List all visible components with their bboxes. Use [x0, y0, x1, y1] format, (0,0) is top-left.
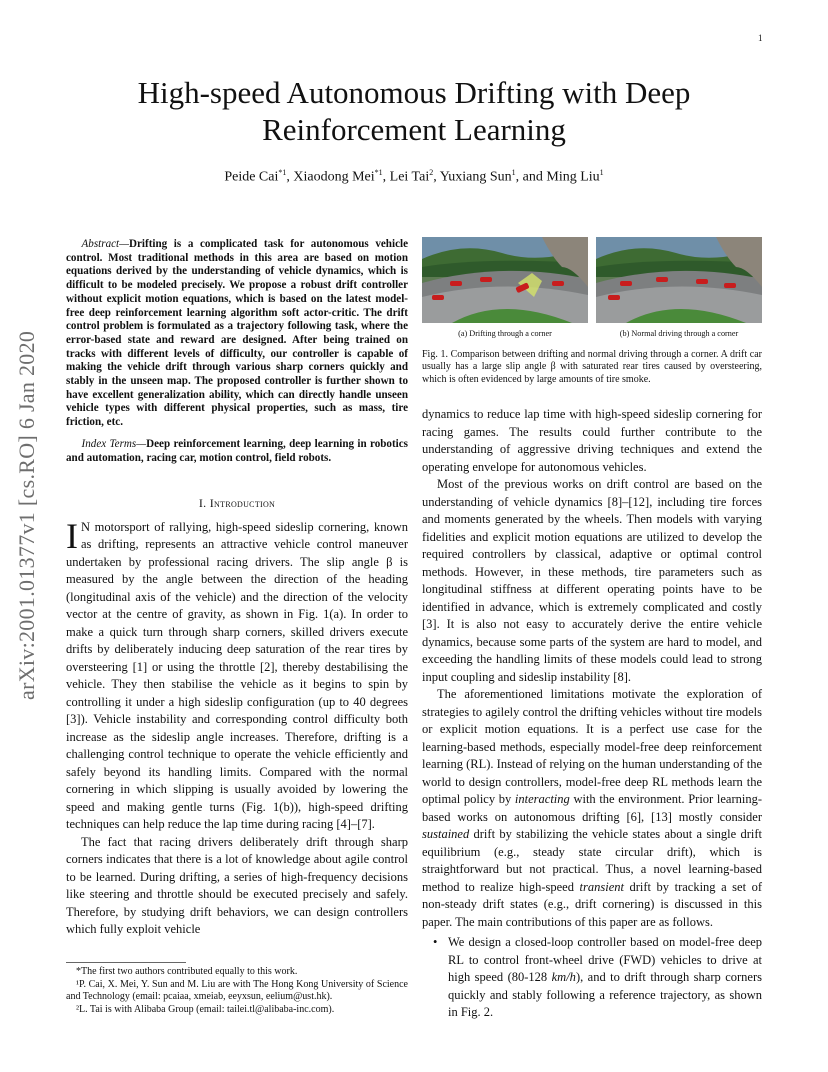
drop-cap: I [66, 515, 78, 556]
intro-paragraph-2: The fact that racing drivers deliberately drift through sharp corners indicates that there is a lot of knowledge about agile control to be learned. During drifting, a series of high-frequency decisions like steering and throttle should be executed precisely and safely. Therefore, by studying drift behaviors, we can design controllers which fully exploit vehicle [66, 834, 408, 937]
abstract-label: Abstract [81, 238, 120, 250]
left-column [66, 238, 408, 939]
body-paragraph: dynamics to reduce lap time with high-speed sideslip cornering for racing games. The results could further contribute to the understanding of aggressive driving techniques and extend the operating envelope for autonomous vehicles. [422, 407, 762, 474]
page-number: 1 [758, 33, 763, 43]
author-affiliation-mark: *1 [278, 168, 287, 177]
section-heading: I. Introduction [198, 496, 276, 511]
figure-1b-image [596, 237, 762, 323]
paper-title: High-speed Autonomous Drifting with Deep Reinforcement Learning [137, 75, 691, 147]
abstract-text: Drifting is a complicated task for autonomous vehicle control. Most traditional methods in this area are based on motion equations derived by the understanding of vehicle dynamics, which is difficult to be modeled precisely. We propose a robust drift controller without explicit motion equations, which is based on the latest model-free deep reinforcement learning algorithm soft actor-critic. The drift control problem is formulated as a trajectory following task, where the error-based state and reward are designed. After being trained on tracks with different levels of difficulty, our controller is capable of making the vehicle drift through various sharp corners quickly and stably in the unseen map. The proposed controller is further shown to have excellent generalization ability, which can directly handle unseen vehicle types with different physical properties, such as mass, tire friction, etc. [66, 238, 408, 429]
footnote: ²L. Tai is with Alibaba Group (email: tailei.tl@alibaba-inc.com). [76, 1003, 335, 1015]
body-paragraph: Most of the previous works on drift control are based on the understanding of vehicle dynamics [8]–[12], including tire forces and moments generated by the wheels. Then models with varying fidelities and explicit motion equations are utilized to develop the required controllers by classical, adaptive or optimal control methods. However, in these methods, tire parameters such as longitudinal stiffness at different operating points have to be identified in advance, which is extremely complicated and costly [3]. It is also not easy to accurately derive the entire vehicle dynamics, because some parts of the system are hard to model, and exceeding the handling limits of these models could lead to strong input coupling and sideslip instability [8]. [422, 477, 762, 684]
body-paragraph: The aforementioned limitations motivate the exploration of strategies to agilely control the drifting vehicles without tire models or explicit motion equations. It is a perfect use case for the learning-based methods, especially model-free deep reinforcement learning (RL). Instead of relying on the human understanding of the world to design controllers, model-free deep RL methods learn the optimal policy by interacting with the environment. Prior learning-based works on autonomous drifting [6], [13] mostly consider sustained drift by stabilizing the vehicle states about a single drift equilibrium (e.g., steady state circular drift), which is straightforward but not practical. Thus, a novel learning-based method to realize high-speed transient drift by tracking a set of non-steady drift states (e.g., drift cornering) is discussed in this paper. The main contributions of this paper are as follows. [422, 687, 762, 929]
arxiv-stamp: arXiv:2001.01377v1 [cs.RO] 6 Jan 2020 [14, 330, 39, 700]
index-terms-text: Deep reinforcement learning, deep learning in robotics and automation, racing car, motion control, field robots. [66, 437, 408, 464]
author-affiliation-mark: *1 [374, 168, 383, 177]
list-item: • We design a closed-loop controller based on model-free deep RL to control front-wheel drive (FWD) vehicles to drive at high speed (80-128 km/h), and to drift through sharp corners quickly and stably following a reference trajectory, as shown in Fig. 2. [448, 934, 762, 1022]
intro-paragraph-1: I N motorsport of rallying, high-speed sideslip cornering, known as drifting, represents an attractive vehicle control maneuver undertaken by professional racing drivers. The slip angle β is measured by the angle between the direction of the heading (longitudinal axis of the vehicle) and the direction of the velocity vector at the centre of gravity, as shown in Fig. 1(a). In order to make a quick turn through sharp corners, skilled drivers execute drifts by deliberately inducing deep saturation of the rear tires by oversteering [1] or using the throttle [2], thereby destabilising the vehicle. They then stabilise the vehicle as it begins to spin by controlling it under a high sideslip configuration (up to 40 degrees [3]). Vehicle instability and corresponding control difficulty both increase as the sideslip angle increases. Therefore, drifting is a challenging control technique to operate the vehicle efficiently and safely beyond its handling limits. Compared with the normal cornering in which slipping is usually avoided by lowering the speed and making gentle turns (Fig. 1(b)), high-speed drifting techniques can help reduce the lap time during racing [4]–[7]. [66, 515, 408, 832]
footnote-rule [66, 962, 186, 963]
author-list: Peide Cai$^{*1}$, Xiaodong Mei$^{*1}$, Lei Tai$^2$, Yuxiang Sun$^1$, and Ming Liu$^1$ [224, 168, 604, 185]
index-terms: Index Terms—Deep reinforcement learning, deep learning in robotics and automation, racing car, motion control, field robots. [66, 437, 408, 464]
author-name: Yuxiang Sun [439, 169, 512, 185]
figure-1a-caption: (a) Drifting through a corner [458, 329, 552, 338]
footnote: *The first two authors contributed equally to this work. [76, 966, 298, 977]
index-terms-label: Index Terms [81, 437, 137, 450]
figure-1b-caption: (b) Normal driving through a corner [619, 329, 739, 338]
contribution-list [422, 934, 762, 1022]
author-name: Peide Cai [224, 169, 279, 185]
figure-1a-image [422, 237, 588, 323]
author-name: Xiaodong Mei [293, 169, 375, 185]
author-affiliation-mark: 1 [511, 168, 516, 177]
author-name: Lei Tai [389, 169, 430, 185]
author-name: Ming Liu [546, 169, 600, 185]
abstract: Abstract—Drifting is a complicated task for autonomous vehicle control. Most traditional methods in this area are based on motion equations derived by the understanding of vehicle dynamics, which is difficult to be modeled precisely. We propose a robust drift controller without explicit motion equations, which is based on the latest model-free deep reinforcement learning algorithm soft actor-critic. The drift control problem is formulated as a trajectory following task, where the error-based state and reward are designed. After being trained on tracks with different levels of difficulty, our controller is capable of making the vehicle drift through various sharp corners quickly and stably in the unseen map. The proposed controller is further shown to have excellent generalization ability, which can directly handle unseen vehicle types with different physical properties, such as mass, tire friction, etc. [66, 238, 408, 429]
author-affiliation-mark: 1 [599, 168, 604, 177]
author-affiliation-mark: 2 [429, 168, 434, 177]
footnotes [66, 962, 408, 1016]
figure-1-caption: Fig. 1. Comparison between drifting and normal driving through a corner. A drift car usually has a large slip angle β with saturated rear tires caused by oversteering, which is often evidenced by large amounts of tire smoke. [422, 349, 762, 385]
footnote: ¹P. Cai, X. Mei, Y. Sun and M. Liu are with The Hong Kong University of Science and Technology (email: pcaiaa, xmeiab, eeyxsun, eelium@ust.hk). [66, 978, 408, 1003]
right-column [422, 406, 762, 1022]
